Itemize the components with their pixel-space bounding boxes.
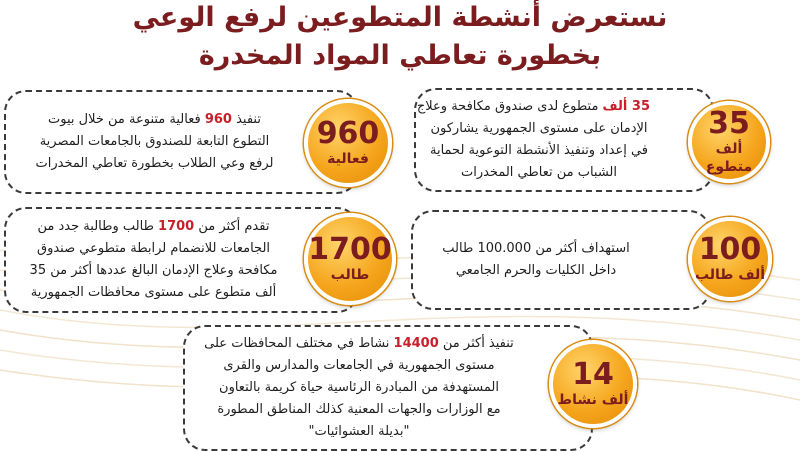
page-title-line-2: بخطورة تعاطي المواد المخدرة — [198, 40, 602, 71]
info-card-students-reached — [411, 210, 711, 310]
page-title-line-1: نستعرض أنشطة المتطوعين لرفع الوعي — [132, 2, 668, 33]
stat-number: 960 — [316, 116, 380, 151]
card-text: تقدم أكثر من 1700 طالب وطالبة جدد من الجامعات للانضمام لرابطة متطوعي صندوق مكافحة وعلاج الإدمان البالغ عددها أكثر من 35 ألف متطوع على مستوى محافظات الجمهورية — [29, 219, 278, 300]
stat-unit: طالب — [330, 267, 370, 283]
stat-circle-volunteers — [688, 101, 770, 183]
stat-circle-activities — [549, 340, 637, 428]
stat-number: 35 — [708, 106, 750, 141]
stat-number: 14 — [572, 357, 614, 392]
stat-unit: ألف طالب — [694, 267, 766, 283]
card-text: تنفيذ 960 فعالية متنوعة من خلال بيوت التطوع التابعة للصندوق بالجامعات المصرية لرفع وعي الطلاب بخطورة تعاطي المخدرات — [35, 112, 274, 171]
highlight-number: 100.000 — [477, 241, 532, 256]
stat-number: 100 — [698, 232, 762, 267]
highlight-number: 35 ألف — [602, 99, 650, 114]
card-text: تنفيذ أكثر من 14400 نشاط في مختلف المحافظات على مستوى الجمهورية في الجامعات والمدارس والقرى المستهدفة من المبادرة الرئاسية حياة كريمة بالتعاون مع الوزارات والجهات المعنية كذلك المناطق المطورة "بديلة العشوائيات" — [204, 336, 514, 439]
info-card-volunteers — [414, 88, 714, 192]
stat-unit: ألف نشاط — [557, 392, 629, 408]
stat-unit: فعالية — [327, 151, 369, 167]
stat-unit: ألف متطوع — [705, 141, 753, 175]
highlight-number: 14400 — [393, 336, 439, 351]
stat-circle-students-reached — [688, 217, 772, 301]
highlight-number: 960 — [204, 112, 232, 127]
card-text: 35 ألف متطوع لدى صندوق مكافحة وعلاج الإدمان على مستوى الجمهورية يشاركون في إعداد وتنفيذ الأنشطة التوعوية لحماية الشباب من تعاطي المخدرات — [416, 99, 650, 180]
info-card-activities — [183, 325, 593, 451]
stat-circle-events — [304, 99, 392, 187]
stat-number: 1700 — [308, 232, 392, 267]
highlight-number: 1700 — [158, 219, 195, 234]
stat-circle-new-students — [304, 213, 396, 305]
card-text: استهداف أكثر من 100.000 طالب داخل الكليات والحرم الجامعي — [442, 241, 630, 278]
